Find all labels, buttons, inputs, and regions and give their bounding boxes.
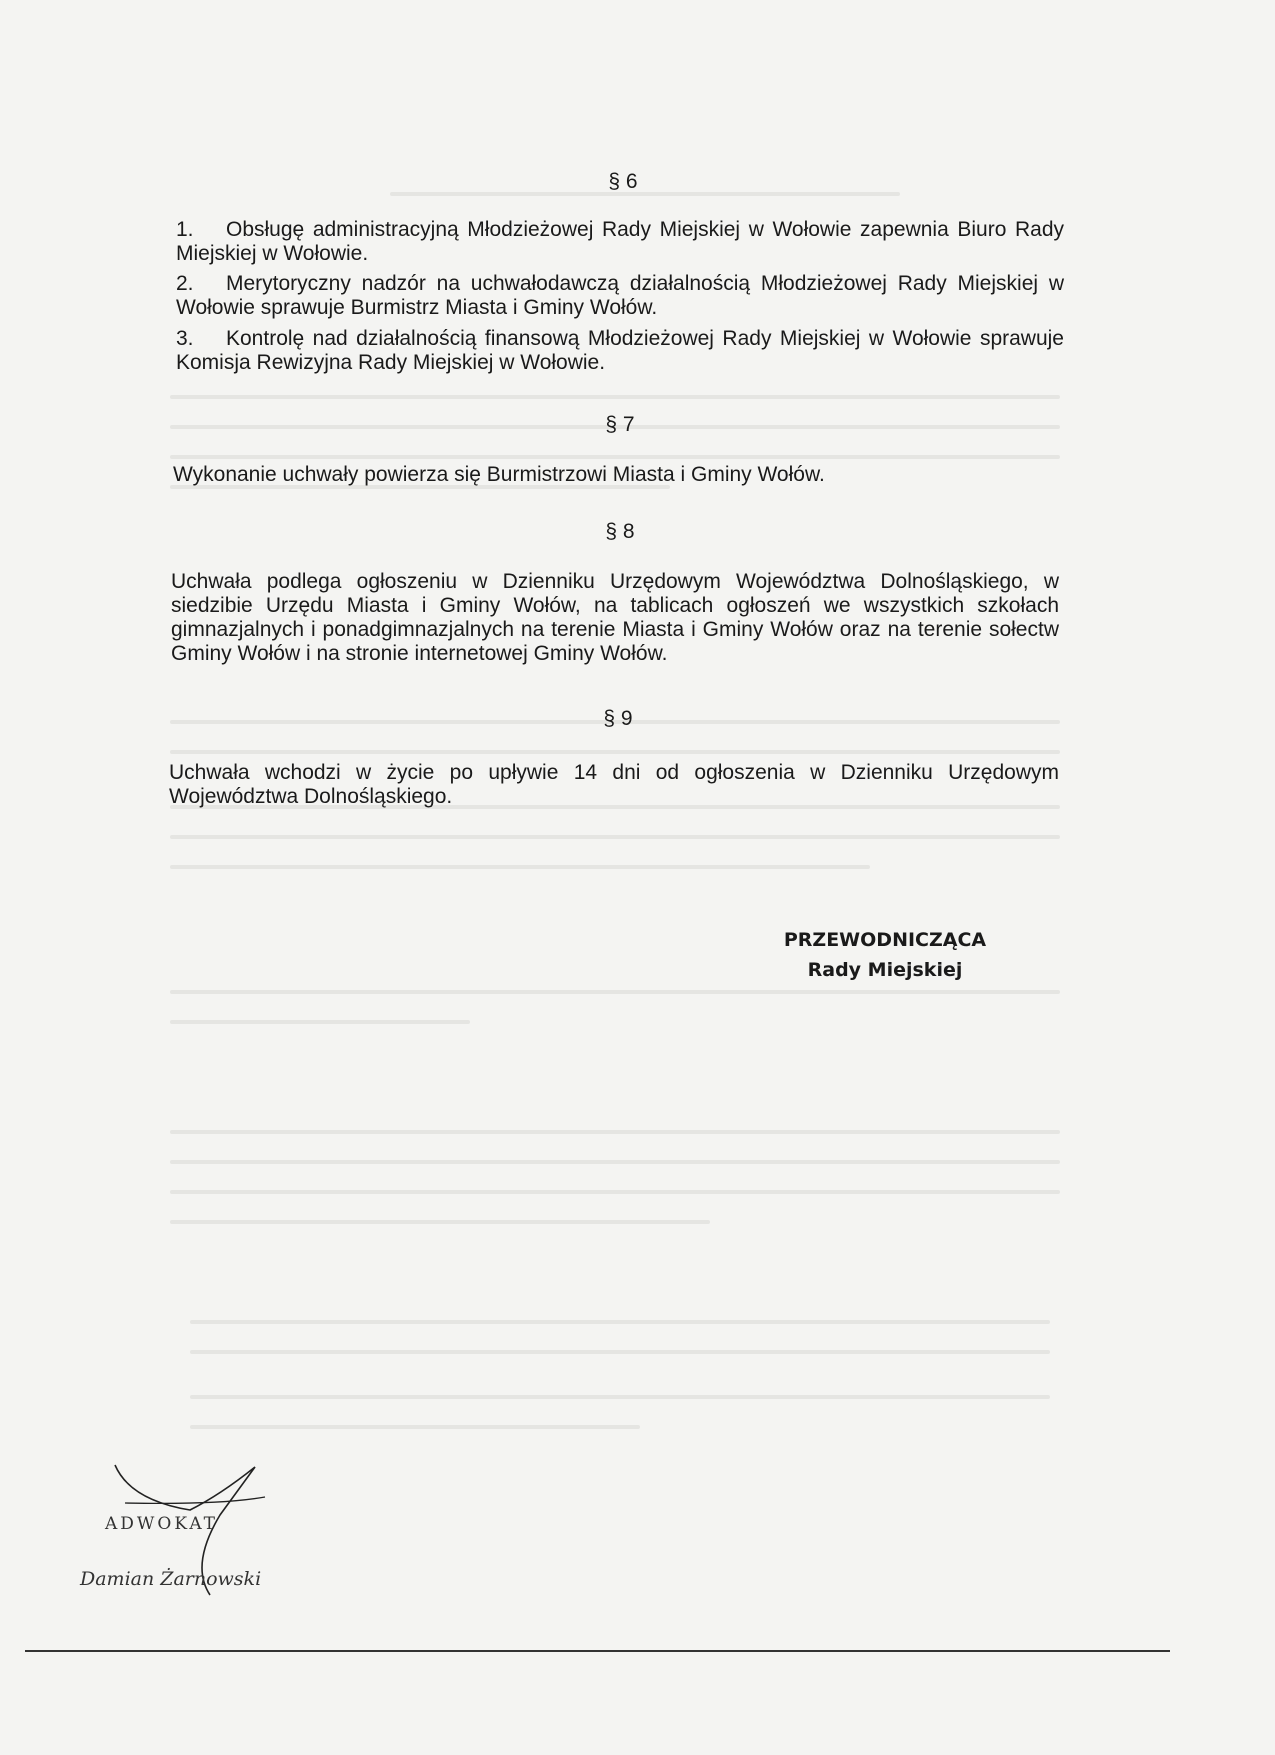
item-number: 2.	[176, 272, 194, 295]
bottom-rule	[25, 1650, 1170, 1652]
item-number: 1.	[176, 218, 194, 241]
bleed-through	[170, 1130, 1060, 1134]
signature-subtitle: Rady Miejskiej	[807, 959, 963, 981]
signature-title: PRZEWODNICZĄCA	[783, 929, 987, 951]
stamp-name: Damian Żarnowski	[80, 1568, 262, 1590]
section-8-mark: § 8	[605, 520, 635, 543]
item-text: Kontrolę nad działalnością finansową Młodzieżowej Rady Miejskiej w Wołowie sprawuje Komisja Rewizyjna Rady Miejskiej w Wołowie.	[176, 327, 1064, 374]
item-text: Obsługę administracyjną Młodzieżowej Rady Miejskiej w Wołowie zapewnia Biuro Rady Miejskiej w Wołowie.	[176, 218, 1064, 265]
section-9-mark: § 9	[603, 707, 633, 730]
bleed-through	[170, 1160, 1060, 1164]
bleed-through	[190, 1425, 640, 1429]
item-number: 3.	[176, 327, 194, 350]
section-6-item-3	[176, 327, 1064, 375]
bleed-through	[170, 395, 1060, 399]
item-text: Merytoryczny nadzór na uchwałodawczą działalnością Młodzieżowej Rady Miejskiej w Wołowie sprawuje Burmistrz Miasta i Gminy Wołów.	[176, 272, 1064, 319]
bleed-through	[170, 865, 870, 869]
section-7-mark: § 7	[605, 413, 635, 436]
bleed-through	[170, 750, 1060, 754]
section-8-text: Uchwała podlega ogłoszeniu w Dzienniku Urzędowym Województwa Dolnośląskiego, w siedzibie Urzędu Miasta i Gminy Wołów, na tablicach ogłoszeń we wszystkich szkołach gimnazjalnych i ponadgimnazjalnych na terenie Miasta i Gminy Wołów oraz na terenie sołectw Gminy Wołów i na stronie internetowej Gminy Wołów.	[171, 570, 1059, 665]
bleed-through	[170, 1220, 710, 1224]
bleed-through	[170, 1020, 470, 1024]
bleed-through	[190, 1395, 1050, 1399]
section-9-text: Uchwała wchodzi w życie po upływie 14 dni od ogłoszenia w Dzienniku Urzędowym Województwa Dolnośląskiego.	[169, 761, 1059, 808]
section-6-mark: § 6	[608, 170, 638, 193]
bleed-through	[170, 1190, 1060, 1194]
section-6-item-2	[176, 272, 1064, 320]
bleed-through	[170, 835, 1060, 839]
bleed-through	[170, 990, 1060, 994]
section-6-item-1	[176, 218, 1064, 266]
advocate-stamp	[70, 1455, 310, 1605]
bleed-through	[190, 1320, 1050, 1324]
section-7-text: Wykonanie uchwały powierza się Burmistrzowi Miasta i Gminy Wołów.	[173, 463, 825, 486]
bleed-through	[170, 455, 1060, 459]
stamp-title: ADWOKAT	[105, 1514, 219, 1534]
bleed-through	[190, 1350, 1050, 1354]
signature-block	[740, 925, 1030, 985]
